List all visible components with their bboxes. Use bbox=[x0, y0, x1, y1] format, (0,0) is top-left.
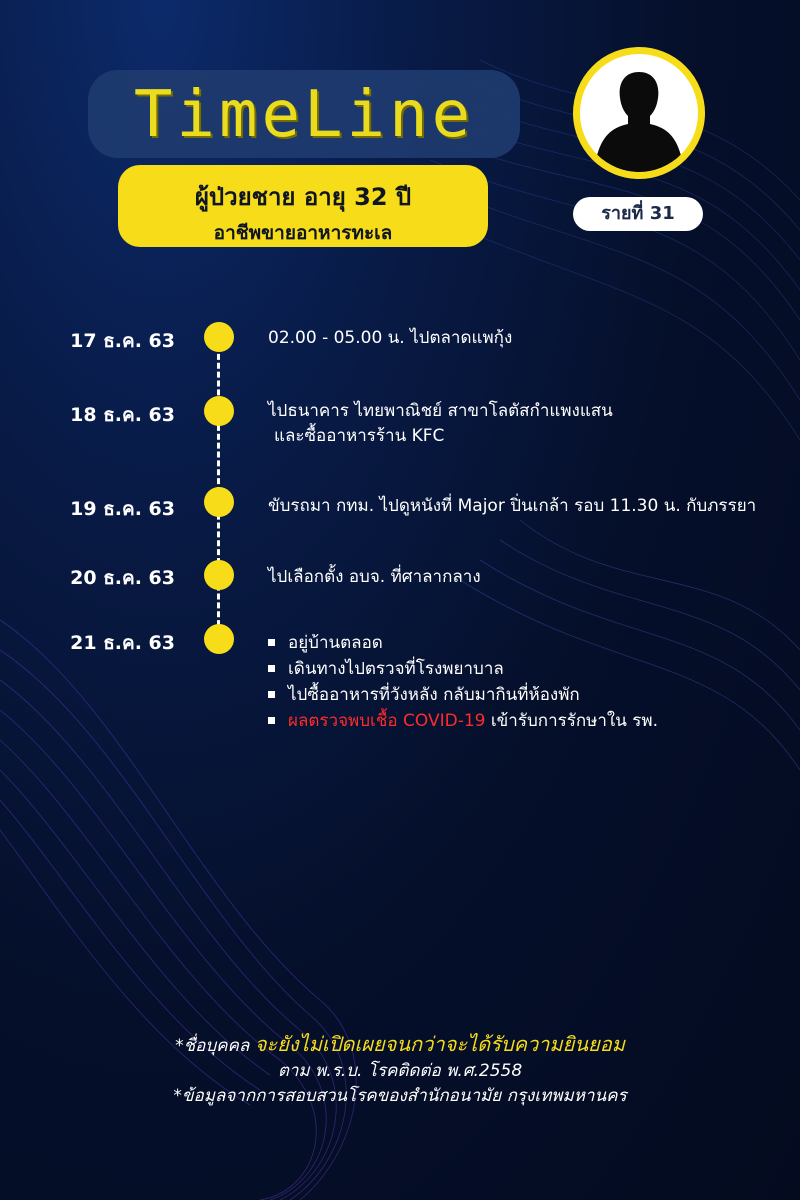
event-list bbox=[268, 630, 658, 734]
timeline-date: 17 ธ.ค. 63 bbox=[70, 330, 175, 352]
title-banner bbox=[88, 70, 520, 158]
patient-occupation: อาชีพขายอาหารทะเล bbox=[213, 222, 393, 244]
list-item: อยู่บ้านตลอด bbox=[268, 630, 658, 656]
privacy-prefix: *ชื่อบุคคล bbox=[175, 1036, 255, 1056]
case-number-badge: รายที่ 31 bbox=[573, 197, 703, 231]
treatment-text: เข้ารับการรักษาใน รพ. bbox=[485, 711, 658, 731]
timeline-dot bbox=[204, 396, 234, 426]
privacy-note bbox=[0, 1032, 800, 1059]
timeline-dot bbox=[204, 322, 234, 352]
patient-summary: ผู้ป่วยชาย อายุ 32 ปี bbox=[194, 183, 412, 211]
timeline-date: 19 ธ.ค. 63 bbox=[70, 498, 175, 520]
footer-notes bbox=[0, 1032, 800, 1109]
list-item: เดินทางไปตรวจที่โรงพยาบาล bbox=[268, 656, 658, 682]
law-reference: ตาม พ.ร.บ. โรคติดต่อ พ.ศ.2558 bbox=[277, 1061, 523, 1081]
timeline-dot bbox=[204, 487, 234, 517]
timeline-date: 18 ธ.ค. 63 bbox=[70, 404, 175, 426]
timeline-dot bbox=[204, 624, 234, 654]
timeline-dot bbox=[204, 560, 234, 590]
list-item: ไปซื้ออาหารที่วังหลัง กลับมากินที่ห้องพัก bbox=[268, 682, 658, 708]
page-title: TimeLine bbox=[133, 78, 475, 152]
source-note: *ข้อมูลจากการสอบสวนโรคของสำนักอนามัย กรุงเทพมหานคร bbox=[173, 1086, 627, 1106]
timeline-event: 02.00 - 05.00 น. ไปตลาดแพกุ้ง bbox=[268, 328, 513, 348]
patient-info-box bbox=[118, 165, 488, 247]
timeline-event bbox=[268, 630, 658, 734]
list-item bbox=[268, 708, 658, 734]
covid-result-text: ผลตรวจพบเชื้อ COVID-19 bbox=[288, 711, 486, 731]
timeline-date: 20 ธ.ค. 63 bbox=[70, 567, 175, 589]
privacy-highlight: จะยังไม่เปิดเผยจนกว่าจะได้รับความยินยอม bbox=[254, 1032, 625, 1056]
event-line: ไปธนาคาร ไทยพาณิชย์ สาขาโลตัสกำแพงแสน bbox=[268, 401, 613, 421]
person-silhouette-icon bbox=[580, 54, 698, 172]
timeline-event: ไปเลือกตั้ง อบจ. ที่ศาลากลาง bbox=[268, 567, 481, 587]
avatar bbox=[573, 47, 705, 179]
timeline-date: 21 ธ.ค. 63 bbox=[70, 632, 175, 654]
timeline-event: ขับรถมา กทม. ไปดูหนังที่ Major ปิ่นเกล้า รอบ 11.30 น. กับภรรยา bbox=[268, 496, 757, 516]
event-line: และซื้ออาหารร้าน KFC bbox=[274, 426, 445, 446]
timeline-event bbox=[268, 399, 613, 449]
